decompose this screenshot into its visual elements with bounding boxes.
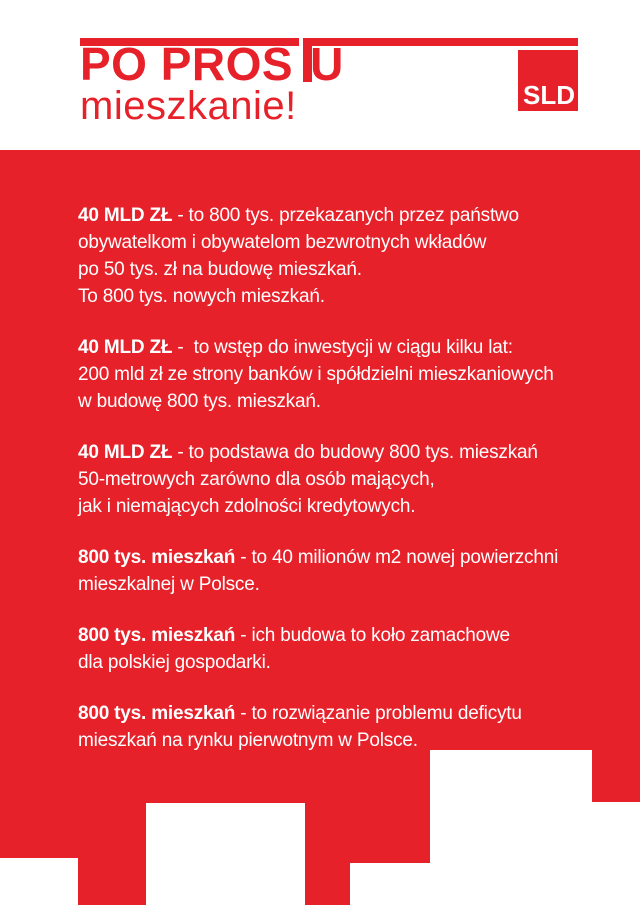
paragraph-lead: 800 tys. mieszkań [78,703,236,724]
paragraph: 40 MLD ZŁ - to wstęp do inwestycji w ciągu kilku lat: 200 mld zł ze strony banków i spółdzielni mieszkaniowych w budowę 800 tys. mieszkań. [78,337,554,412]
paragraph: 40 MLD ZŁ - to podstawa do budowy 800 tys. mieszkań 50-metrowych zarówno dla osób mających, jak i niemających zdolności kredytowych. [78,442,538,517]
body-copy [78,202,630,778]
skyline-cutout [591,802,640,905]
paragraph-lead: 800 tys. mieszkań [78,625,236,646]
page-title-part2: U [310,38,344,90]
paragraph-lead: 40 MLD ZŁ [78,442,173,463]
paragraph: 800 tys. mieszkań - to rozwiązanie problemu deficytu mieszkań na rynku pierwotnym w Polsce. [78,703,522,751]
paragraph-lead: 800 tys. mieszkań [78,547,236,568]
skyline-cutout [430,750,592,905]
sld-logo-text: SLD [523,80,575,110]
page-subtitle: mieszkanie! [80,84,297,128]
paragraph: 40 MLD ZŁ - to 800 tys. przekazanych przez państwo obywatelkom i obywatelom bezwrotnych wkładów po 50 tys. zł na budowę mieszkań. To 800 tys. nowych mieszkań. [78,205,519,307]
skyline-cutout [0,858,78,905]
paragraph-lead: 40 MLD ZŁ [78,205,173,226]
skyline-cutout [350,863,431,905]
paragraph: 800 tys. mieszkań - ich budowa to koło zamachowe dla polskiej gospodarki. [78,625,510,673]
header-band [0,0,640,150]
skyline-cutout [146,803,305,905]
paragraph: 800 tys. mieszkań - to 40 milionów m2 nowej powierzchni mieszkalnej w Polsce. [78,547,559,595]
red-content-area [0,150,640,905]
page-title [80,38,344,90]
page-title-part1: PO PROS [80,38,294,90]
sld-logo [518,50,578,111]
paragraph-lead: 40 MLD ZŁ [78,337,173,358]
